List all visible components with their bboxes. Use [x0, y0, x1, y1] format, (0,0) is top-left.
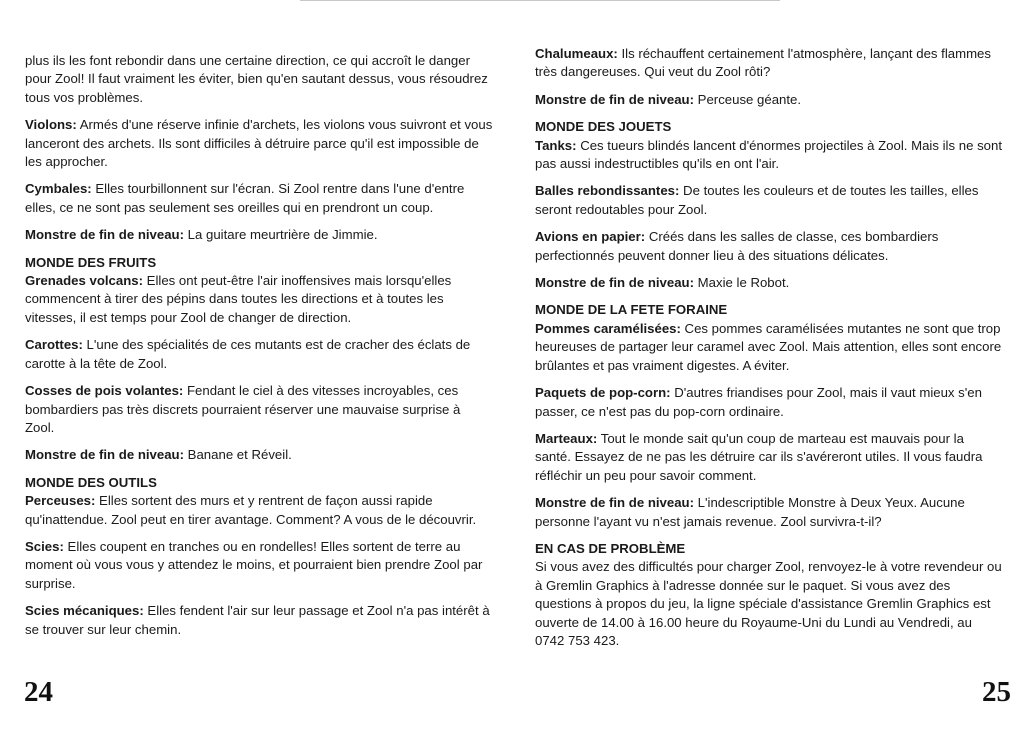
page-number-left: 24 — [24, 676, 53, 708]
entry-chalumeaux: Chalumeaux: Ils réchauffent certainement l'atmosphère, lançant des flammes très dangereuses. Qui veut du Zool rôti? — [535, 46, 991, 80]
entry-boss-fruits: Monstre de fin de niveau: Banane et Réveil. — [25, 447, 292, 463]
heading-probleme: EN CAS DE PROBLÈME — [535, 540, 686, 556]
intro-paragraph: plus ils les font rebondir dans une certaine direction, ce qui accroît le danger pour Zool! Il faut vraiment les éviter, bien qu'en sautant dessus, vous résoudrez tous vos problèmes. — [25, 53, 488, 105]
right-column — [535, 45, 1003, 659]
entry-cymbales: Cymbales: Elles tourbillonnent sur l'écran. Si Zool rentre dans l'une d'entre elles, ce ne sont pas seulement ses oreilles qui en prendront un coup. — [25, 181, 465, 215]
entry-boss-fete: Monstre de fin de niveau: L'indescriptible Monstre à Deux Yeux. Aucune personne l'ayant vu n'est jamais revenue. Zool survivra-t-il? — [535, 495, 965, 529]
entry-grenades: Grenades volcans: Elles ont peut-être l'air inoffensives mais lorsqu'elles commencent à tirer des pépins dans toutes les directions et à toutes les vitesses, il est temps pour Zool de changer de direction. — [25, 273, 452, 325]
entry-boss-music: Monstre de fin de niveau: La guitare meurtrière de Jimmie. — [25, 227, 378, 243]
entry-violons: Violons: Armés d'une réserve infinie d'archets, les violons vous suivront et vous lanceront des archets. Ils sont difficiles à détruire parce qu'il est impossible de les approcher. — [25, 117, 493, 170]
top-rule — [300, 0, 780, 1]
heading-outils: MONDE DES OUTILS — [25, 474, 157, 490]
entry-avions: Avions en papier: Créés dans les salles de classe, ces bombardiers perfectionnés peuvent donner lieu à des situations délicates. — [535, 229, 939, 263]
entry-boss-jouets: Monstre de fin de niveau: Maxie le Robot. — [535, 275, 790, 291]
entry-marteaux: Marteaux: Tout le monde sait qu'un coup de marteau est mauvais pour la santé. Essayez de ne pas les détruire car ils s'avéreront utiles. Il vous faudra réfléchir un peu pour savoir comment. — [535, 430, 983, 483]
entry-scies: Scies: Elles coupent en tranches ou en rondelles! Elles sortent de terre au moment où vous vous y attendez le moins, et pourraient bien prendre Zool par surprise. — [25, 538, 483, 591]
left-column — [25, 52, 493, 648]
entry-balles: Balles rebondissantes: De toutes les couleurs et de toutes les tailles, elles seront redoutables pour Zool. — [535, 183, 979, 217]
entry-cosses: Cosses de pois volantes: Fendant le ciel à des vitesses incroyables, ces bombardiers pas très discrets pourraient réserver une mauvaise surprise à Zool. — [25, 383, 461, 435]
heading-fruits: MONDE DES FRUITS — [25, 254, 157, 270]
entry-perceuses: Perceuses: Elles sortent des murs et y rentrent de façon aussi rapide qu'inattendue. Zool peut en tirer avantage. Comment? A vous de le découvrir. — [25, 493, 477, 527]
probleme-paragraph: Si vous avez des difficultés pour charger Zool, renvoyez-le à votre revendeur ou à Gremlin Graphics à l'adresse donnée sur le paquet. Si vous avez des questions à propos du jeu, la ligne spéciale d'assistance Gremlin Graphics est ouverte de 14.00 à 16.00 heure du Royaume-Uni du Lundi au Vendredi, au 0742 753 423. — [535, 559, 1002, 648]
entry-pommes: Pommes caramélisées: Ces pommes caramélisées mutantes ne sont que trop heureuses de partager leur caramel avec Zool. Mais attention, elles sont encore brûlantes et pas vraiment digestes. A éviter. — [535, 320, 1002, 373]
heading-jouets: MONDE DES JOUETS — [535, 119, 672, 135]
heading-fete-foraine: MONDE DE LA FETE FORAINE — [535, 302, 728, 318]
entry-tanks: Tanks: Ces tueurs blindés lancent d'énormes projectiles à Zool. Mais ils ne sont pas aussi indestructibles qu'ils en ont l'air. — [535, 137, 1002, 172]
entry-carottes: Carottes: L'une des spécialités de ces mutants est de cracher des éclats de carotte à la tête de Zool. — [25, 337, 471, 371]
entry-scies-mecaniques: Scies mécaniques: Elles fendent l'air sur leur passage et Zool n'a pas intérêt à se trouver sur leur chemin. — [25, 603, 490, 637]
page-number-right: 25 — [982, 676, 1011, 708]
entry-popcorn: Paquets de pop-corn: D'autres friandises pour Zool, mais il vaut mieux s'en passer, ce n'est pas du pop-corn ordinaire. — [535, 385, 982, 419]
entry-boss-outils: Monstre de fin de niveau: Perceuse géante. — [535, 91, 802, 107]
